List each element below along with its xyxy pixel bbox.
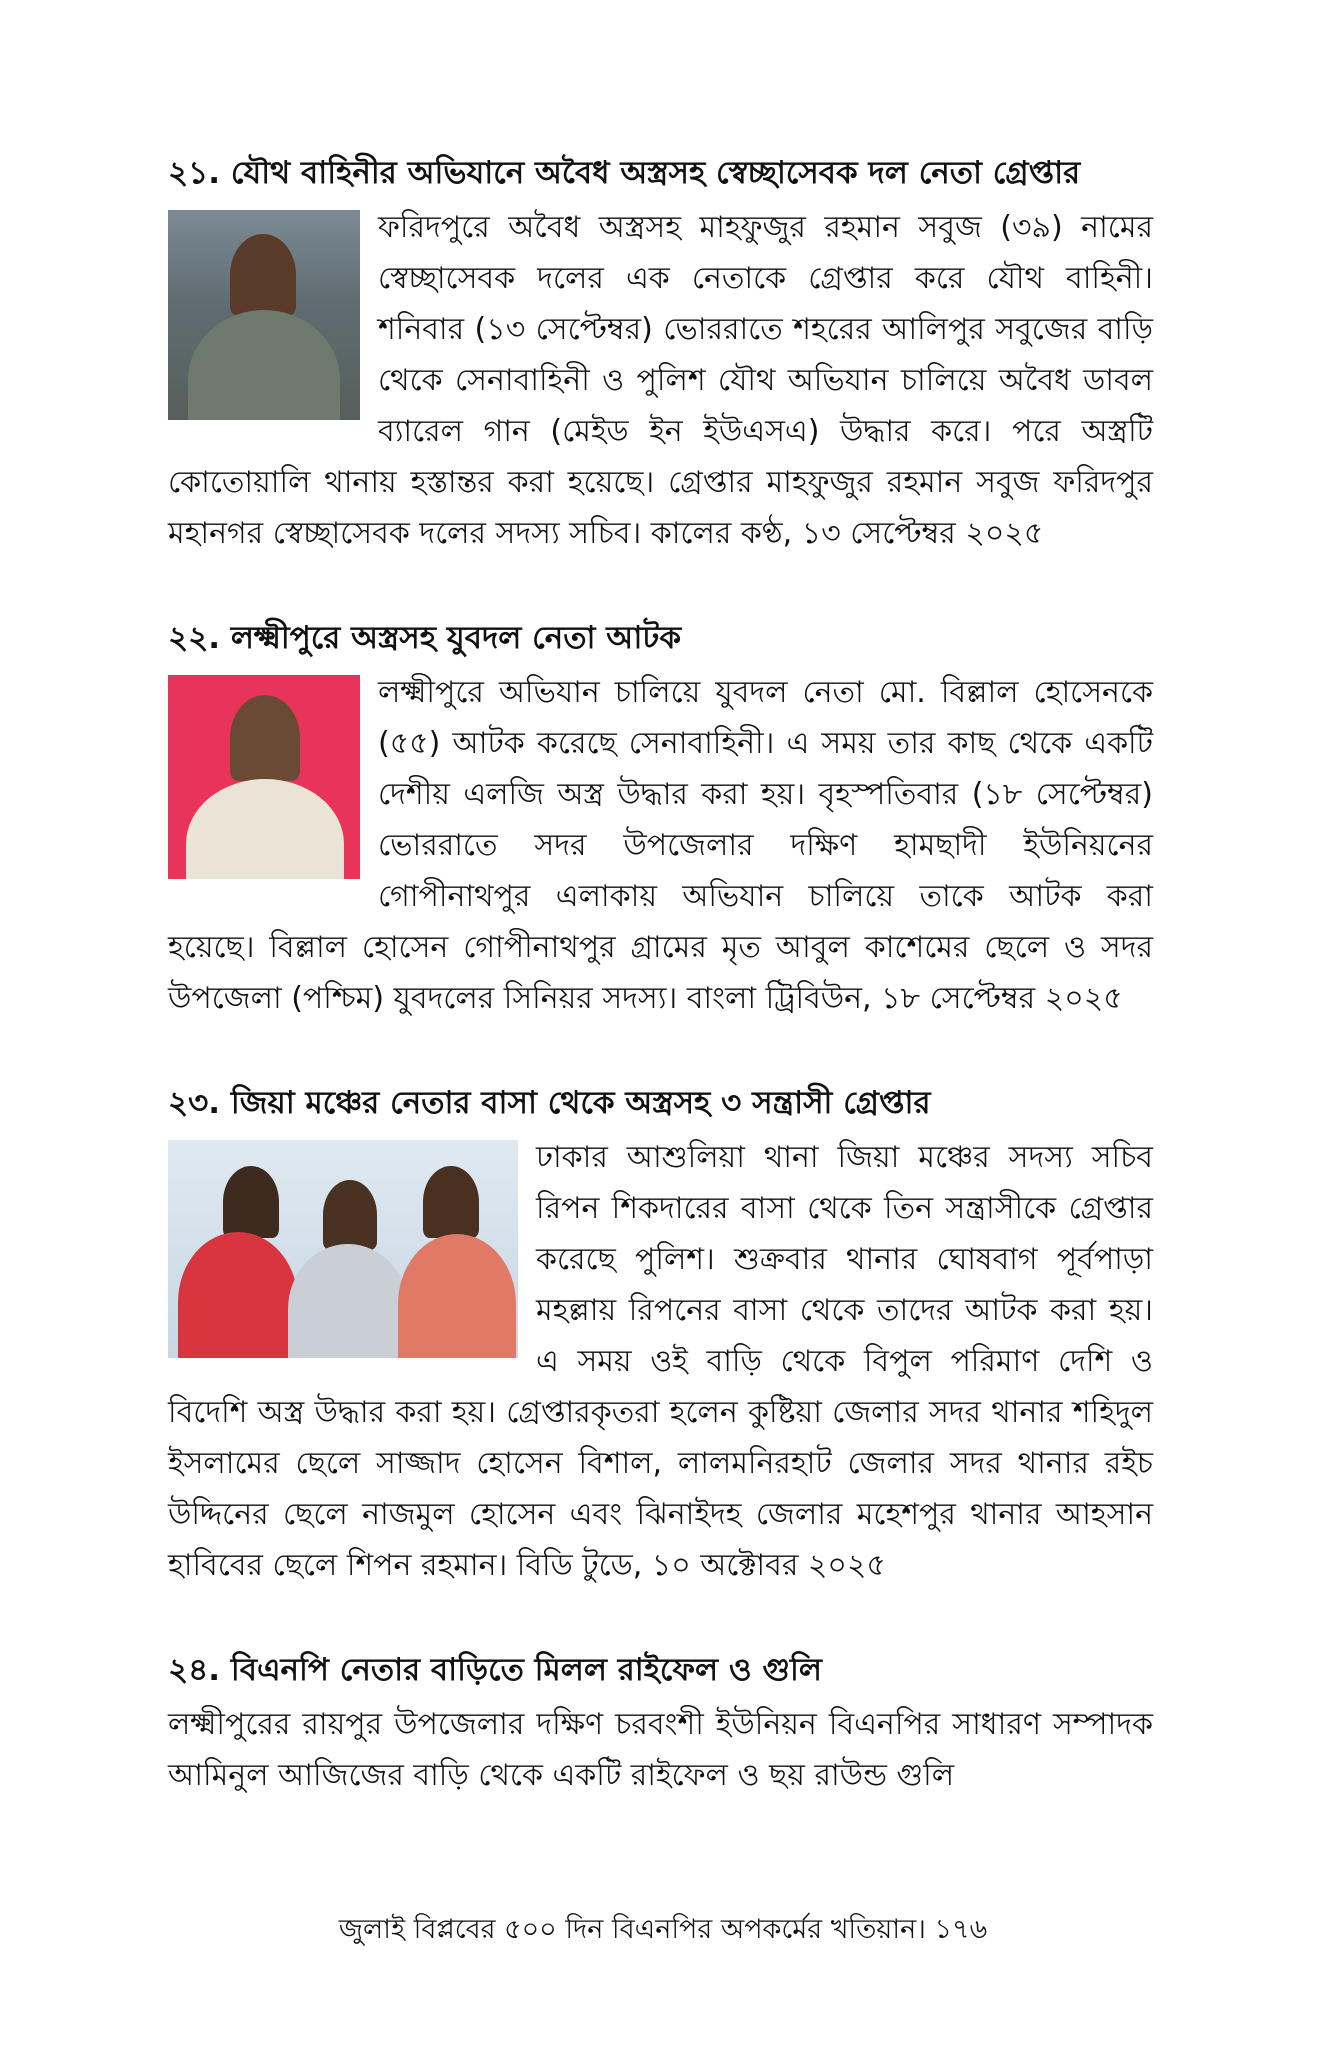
- article-list: [168, 150, 1153, 1857]
- article-title: ২২. লক্ষ্মীপুরে অস্ত্রসহ যুবদল নেতা আটক: [168, 620, 682, 656]
- page-footer: জুলাই বিপ্লবের ৫০০ দিন বিএনপির অপকর্মের খতিয়ান। ১৭৬: [338, 1914, 988, 1945]
- article-23: [168, 1080, 1153, 1591]
- article-22: [168, 615, 1153, 1024]
- photo-suspect-man-grey-shirt: [168, 210, 360, 420]
- article-body: লক্ষ্মীপুরে অভিযান চালিয়ে যুবদল নেতা মো. বিল্লাল হোসেনকে (৫৫) আটক করেছে সেনাবাহিনী। এ সময় তার কাছ থেকে একটি দেশীয় এলজি অস্ত্র উদ্ধার করা হয়। বৃহস্পতিবার (১৮ সেপ্টেম্বর) ভোররাতে সদর উপজেলার দক্ষিণ হামছাদী ইউনিয়নের গোপীনাথপুর এলাকায় অভিযান চালিয়ে তাকে আটক করা হয়েছে। বিল্লাল হোসেন গোপীনাথপুর গ্রামের মৃত আবুল কাশেমের ছেলে ও সদর উপজেলা (পশ্চিম) যুবদলের সিনিয়র সদস্য। বাংলা ট্রিবিউন, ১৮ সেপ্টেম্বর ২০২৫: [168, 675, 1153, 1016]
- article-title: ২৩. জিয়া মঞ্চের নেতার বাসা থেকে অস্ত্রসহ ৩ সন্ত্রাসী গ্রেপ্তার: [168, 1085, 931, 1121]
- article-24: [168, 1647, 1153, 1801]
- article-title: ২৪. বিএনপি নেতার বাড়িতে মিলল রাইফেল ও গুলি: [168, 1652, 822, 1688]
- article-body: ঢাকার আশুলিয়া থানা জিয়া মঞ্চের সদস্য সচিব রিপন শিকদারের বাসা থেকে তিন সন্ত্রাসীকে গ্রেপ্তার করেছে পুলিশ। শুক্রবার থানার ঘোষবাগ পূর্বপাড়া মহল্লায় রিপনের বাসা থেকে তাদের আটক করা হয়। এ সময় ওই বাড়ি থেকে বিপুল পরিমাণ দেশি ও বিদেশি অস্ত্র উদ্ধার করা হয়। গ্রেপ্তারকৃতরা হলেন কুষ্টিয়া জেলার সদর থানার শহিদুল ইসলামের ছেলে সাজ্জাদ হোসেন বিশাল, লালমনিরহাট জেলার সদর থানার রইচ উদ্দিনের ছেলে নাজমুল হোসেন এবং ঝিনাইদহ জেলার মহেশপুর থানার আহসান হাবিবের ছেলে শিপন রহমান। বিডি টুডে, ১০ অক্টোবর ২০২৫: [168, 1140, 1153, 1583]
- article-21: [168, 150, 1153, 559]
- photo-three-arrested-men: [168, 1140, 518, 1358]
- article-title: ২১. যৌথ বাহিনীর অভিযানে অবৈধ অস্ত্রসহ স্বেচ্ছাসেবক দল নেতা গ্রেপ্তার: [168, 155, 1081, 191]
- photo-suspect-man-light-shirt: [168, 675, 360, 879]
- article-body: ফরিদপুরে অবৈধ অস্ত্রসহ মাহফুজুর রহমান সবুজ (৩৯) নামের স্বেচ্ছাসেবক দলের এক নেতাকে গ্রেপ্তার করে যৌথ বাহিনী। শনিবার (১৩ সেপ্টেম্বর) ভোররাতে শহরের আলিপুর সবুজের বাড়ি থেকে সেনাবাহিনী ও পুলিশ যৌথ অভিযান চালিয়ে অবৈধ ডাবল ব্যারেল গান (মেইড ইন ইউএসএ) উদ্ধার করে। পরে অস্ত্রটি কোতোয়ালি থানায় হস্তান্তর করা হয়েছে। গ্রেপ্তার মাহফুজুর রহমান সবুজ ফরিদপুর মহানগর স্বেচ্ছাসেবক দলের সদস্য সচিব। কালের কণ্ঠ, ১৩ সেপ্টেম্বর ২০২৫: [168, 210, 1153, 551]
- article-body: লক্ষ্মীপুরের রায়পুর উপজেলার দক্ষিণ চরবংশী ইউনিয়ন বিএনপির সাধারণ সম্পাদক আমিনুল আজিজের বাড়ি থেকে একটি রাইফেল ও ছয় রাউন্ড গুলি: [168, 1707, 1153, 1793]
